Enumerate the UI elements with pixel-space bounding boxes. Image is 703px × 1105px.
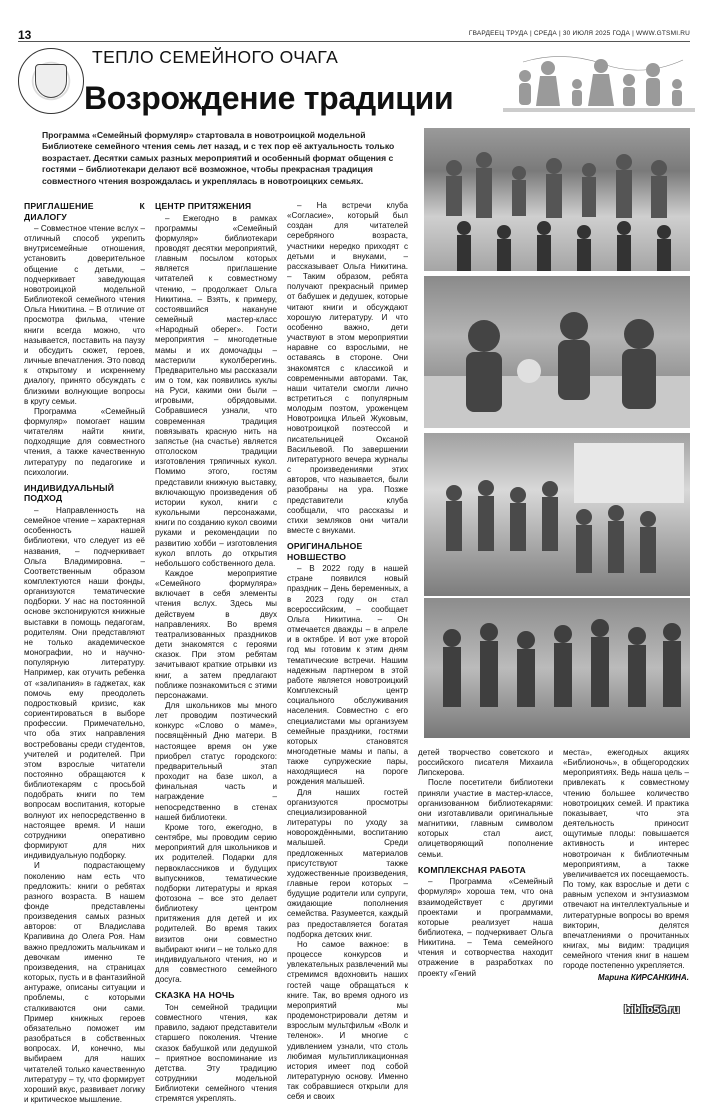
- author-signature: Марина КИРСАНКИНА.: [597, 973, 689, 983]
- page-number: 13: [18, 28, 32, 42]
- text-column-2: [155, 201, 277, 1104]
- text-column-4: [418, 748, 553, 1010]
- photo-children-readers: [424, 128, 690, 271]
- paragraph: Кроме того, ежегодно, в сентябре, мы проводим серию мероприятий для школьников и их родителей. Подарки для первоклассников и будущих выпускников, тематические подборки литературы и яркая фотозона – все это делает библиотеку центром притяжения для детей и их родителей. Во время таких визитов они совместно выбирают книги – не только для индивидуального чтения, но и для совместного семейного досуга.: [155, 822, 277, 985]
- paragraph: Для наших гостей организуются просмотры специализированной литературы по уходу за новорождёнными, воспитанию малышей. Среди предложенных материалов присутствуют также художественные произведения, главные герои которых – будущие родители или супруги, ожидающие пополнения семейства. Разумеется, каждый раз предоставляется богатая подборка детских книг.: [287, 787, 408, 939]
- paragraph: Для школьников мы много лет проводим поэтический конкурс «Слово о маме», посвящённый Дню матери. В настоящее время он уже приобрел статус городского: предварительный этап проходит на базе школ, а финальная часть и награждение – непосредственно в стенах нашей библиотеки.: [155, 701, 277, 822]
- paragraph: После посетители библиотеки приняли участие в мастер-классе, организованном библиотекарями: они изготавливали оригинальные магнитики, главным символом которых стал аист, олицетворяющий пополнение семьи.: [418, 778, 553, 859]
- subheading-novelty: ОРИГИНАЛЬНОЕ НОВШЕСТВО: [287, 541, 363, 562]
- paragraph: – В 2022 году в нашей стране появился новый праздник – День беременных, а в 2023 году он стал всероссийским, – сообщает Ольга Никитина. – Он отмечается дважды – в апреле и в октябре. И вот уже второй год мы готовим к этим дням тематические встречи. Нашим надежным партнером в этой работе является новотроицкий Комплексный центр социального обслуживания населения. Совместно с его специалистами мы организуем семейные праздники, гостями которых становятся многодетные мамы и папы, а также супружеские пары, находящиеся на пороге рождения малышей.: [287, 564, 408, 787]
- paragraph: Но самое важное: в процессе конкурсов и увлекательных развлечений мы стремимся вдохновить наших гостей чаще обращаться к книге. Так, во время одного из мероприятий мы продемонстрировали детям и взрослым мультфильм «Волк и теленок». И многие с удивлением узнали, что столь любимая мультипликационная история имеет под собой литературную основу. Именно так собравшиеся открыли для себя и своих: [287, 939, 408, 1102]
- rubric-title: ТЕПЛО СЕМЕЙНОГО ОЧАГА: [92, 47, 339, 67]
- paragraph: – На встречи клуба «Согласие», который был создан для читателей серебряного возраста, участники нередко приходят с детьми и внуками, – рассказывает Ольга Никитина. – Таким образом, ребята получают прекрасный пример от бабушек и дедушек, которые читают книги и обсуждают хорошую литературу. И что особенно важно, дети участвуют в этом мероприятии наравне со взрослыми, не оставаясь в стороне. Они знакомятся с классикой и современными авторами. Так, наши читатели смогли лично встретиться с популярным молодым поэтом, уроженцем Новотроицка Ильей Жуковым, новотроицкой поэтессой и писательницей Оксаной Васильевой. По завершении литературного вечера журналы с произведениями этих авторов, что называется, были разобраны на ура. Позже представители клуба сообщали, что рассказы и стихи земляков они читали вместе с внуками.: [287, 201, 408, 535]
- project-emblem-icon: [18, 48, 84, 114]
- paragraph: И подрастающему поколению нам есть что предложить: книги о ребятах разного возраста. В нашем фонде представлены произведения самых разных авторов: от Владислава Крапивина до Олега Роя. Нам важно предложить мальчикам и девочкам именно те произведения, на страницах которых, пусть и в фантазийной антураже, описаны ситуации и проблемы, с которыми сталкиваются они сами. Пример книжных героев обязательно поможет им разобраться в собственных вопросах. И, конечно, мы выбираем для наших читателей только качественную литературу – ту, что формирует хороший вкус, развивает логику и критическое мышление.: [24, 861, 145, 1104]
- paragraph: – Ежегодно в рамках программы «Семейный формуляр» библиотекари проводят десятки мероприятий, главным посылом которых является приглашение читателей к совместному чтению, – продолжает Ольга Никитина. – Взять, к примеру, состоявшийся накануне семейный мастер-класс «Народный оберег». Гости мероприятия – многодетные мамы и их домочадцы – мастерили куколберегинь. Предварительно мы рассказали им о том, как появились куклы на Руси, какими они были – игровыми, обрядовыми. Собравшиеся узнали, что современная традиция повязывать красную нить на запястье (на счастье) является отголоском традиции изготовления тряпичных кукол. Помимо этого, гостям представили книжную выставку, включающую произведения об истории кукол, книги с кукольными персонажами, книги по созданию кукол своими руками и рекомендации по развитию хобби – изготовления кукол вплоть до открытия небольшого собственного дела.: [155, 213, 277, 568]
- article-lead: Программа «Семейный формуляр» стартовала в новотроицкой модельной Библиотеке семейного чтения семь лет назад, и с тех пор её актуальность только возрастает. Десятки самых разных мероприятий и особенный формат общения с гостями – библиотекари делают всё возможное, чтобы прекрасная традиция совместного чтения возрождалась и укреплялась в новотроицких семьях.: [42, 130, 395, 186]
- page-header-bar: [18, 28, 690, 42]
- watermark-site: biblio56.ru: [624, 1004, 680, 1016]
- photo-family-event: [424, 433, 690, 596]
- subheading-individual: ИНДИВИДУАЛЬНЫЙ ПОДХОД: [24, 482, 115, 504]
- subheading-center: ЦЕНТР ПРИТЯЖЕНИЯ: [155, 201, 252, 211]
- paragraph: Тон семейной традиции совместного чтения, как правило, задают представители старшего поколения. Чтение сказок бабушкой или дедушкой – приятное воспоминание из детства. Эту традицию сотрудники модельной Библиотеки семейного чтения стремятся укреплять.: [155, 1002, 277, 1104]
- subheading-invitation: ПРИГЛАШЕНИЕ К ДИАЛОГУ: [24, 201, 145, 222]
- masthead: ГВАРДЕЕЦ ТРУДА | СРЕДА | 30 ИЮЛЯ 2025 ГОДА | WWW.GTSMI.RU: [468, 30, 690, 37]
- text-column-5: [563, 748, 689, 1010]
- paragraph: Программа «Семейный формуляр» помогает нашим читателям найти книги, подходящие для совместного чтения, а также качественную литературу по педагогике и психологии.: [24, 406, 145, 477]
- paragraph: – Направленность на семейное чтение – характерная особенность нашей библиотеки, что следует из её названия, – подчеркивает Ольга Владимировна. – Соответственным образом комплектуются наши фонды, организуются тематические подборки. У нас на постоянной основе экспонируются книжные выставки в помощь педагогам, родителям. Они представляют не только академическое монографии, но и научно-популярную литературу. Например, как отучить ребенка от «залипания» в гаджетах, как помочь ему преодолеть подростковый кризис, как сориентироваться в выборе профессии. Примечательно, что оба этих направления востребованы среди студентов, учителей и родителей. При этом взрослые читатели постоянно обращаются к библиотекарям с просьбой подобрать книги по тем вопросам воспитания, которые волнуют их непосредственно в настоящее время. И наши сотрудники оперативно формируют для них индивидуальную подборку.: [24, 505, 145, 861]
- paragraph: детей творчество советского и российского писателя Михаила Липскерова.: [418, 748, 553, 778]
- subheading-complex: КОМПЛЕКСНАЯ РАБОТА: [418, 864, 526, 875]
- text-column-1: [24, 201, 145, 1104]
- paragraph: места», ежегодных акциях «Библионочь», в общегородских мероприятиях. Ведь наша цель – привлекать к совместному чтению большее количество новотроицких семей. И практика показывает, что эта деятельность приносит ощутимые плоды: повышается активность и интерес новотроичан к библиотечным мероприятиям, а также увеличивается их посещаемость. По тому, как взрослые и дети с равным успехом и энтузиазмом отвечают на интеллектуальные и литературные вопросы во время викторин, делятся впечатлениями о прочитанных книгах, мы видим: традиция семейного чтения книг в нашем городе постепенно укрепляется.: [563, 748, 689, 971]
- family-silhouettes-icon: [503, 54, 695, 124]
- photo-master-class: [424, 276, 690, 428]
- paragraph: – Программа «Семейный формуляр» хороша тем, что она взаимодействует с другими проектами и программами, которые реализует наша библиотека, – подчеркивает Ольга Никитина. – Тема семейного чтения и сотворчества находит отражение в разработках по проекту «Гений: [418, 877, 553, 978]
- article-headline: Возрождение традиции: [84, 80, 454, 116]
- subheading-bedtime: СКАЗКА НА НОЧЬ: [155, 990, 235, 1001]
- paragraph: – Совместное чтение вслух – отличный способ укрепить внутрисемейные отношения, установить доверительное общение с детьми, – подчеркивает заведующая новотроицкой модельной Библиотекой семейного чтения Ольга Никитина. – В отличие от просмотра фильма, чтение книги всегда можно, что называется, поставить на паузу и обсудить сюжет, героев, личные впечатления. Это повод к открытому и искреннему диалогу, принято обсуждать с близкими волнующие вопросы в кругу семьи.: [24, 224, 145, 406]
- text-column-3: [287, 201, 408, 1102]
- photo-group-children: [424, 598, 690, 738]
- emblem-shield-icon: [35, 64, 67, 98]
- paragraph: Каждое мероприятие «Семейного формуляра» включает в себя элементы чтения вслух. Здесь мы действуем в двух направлениях. Во время театрализованных праздников дети знакомятся с героями сказок. При этом ребятам зачитывают краткие отрывки из книг, а затем предлагают поближе познакомиться с этими персонажами.: [155, 568, 277, 700]
